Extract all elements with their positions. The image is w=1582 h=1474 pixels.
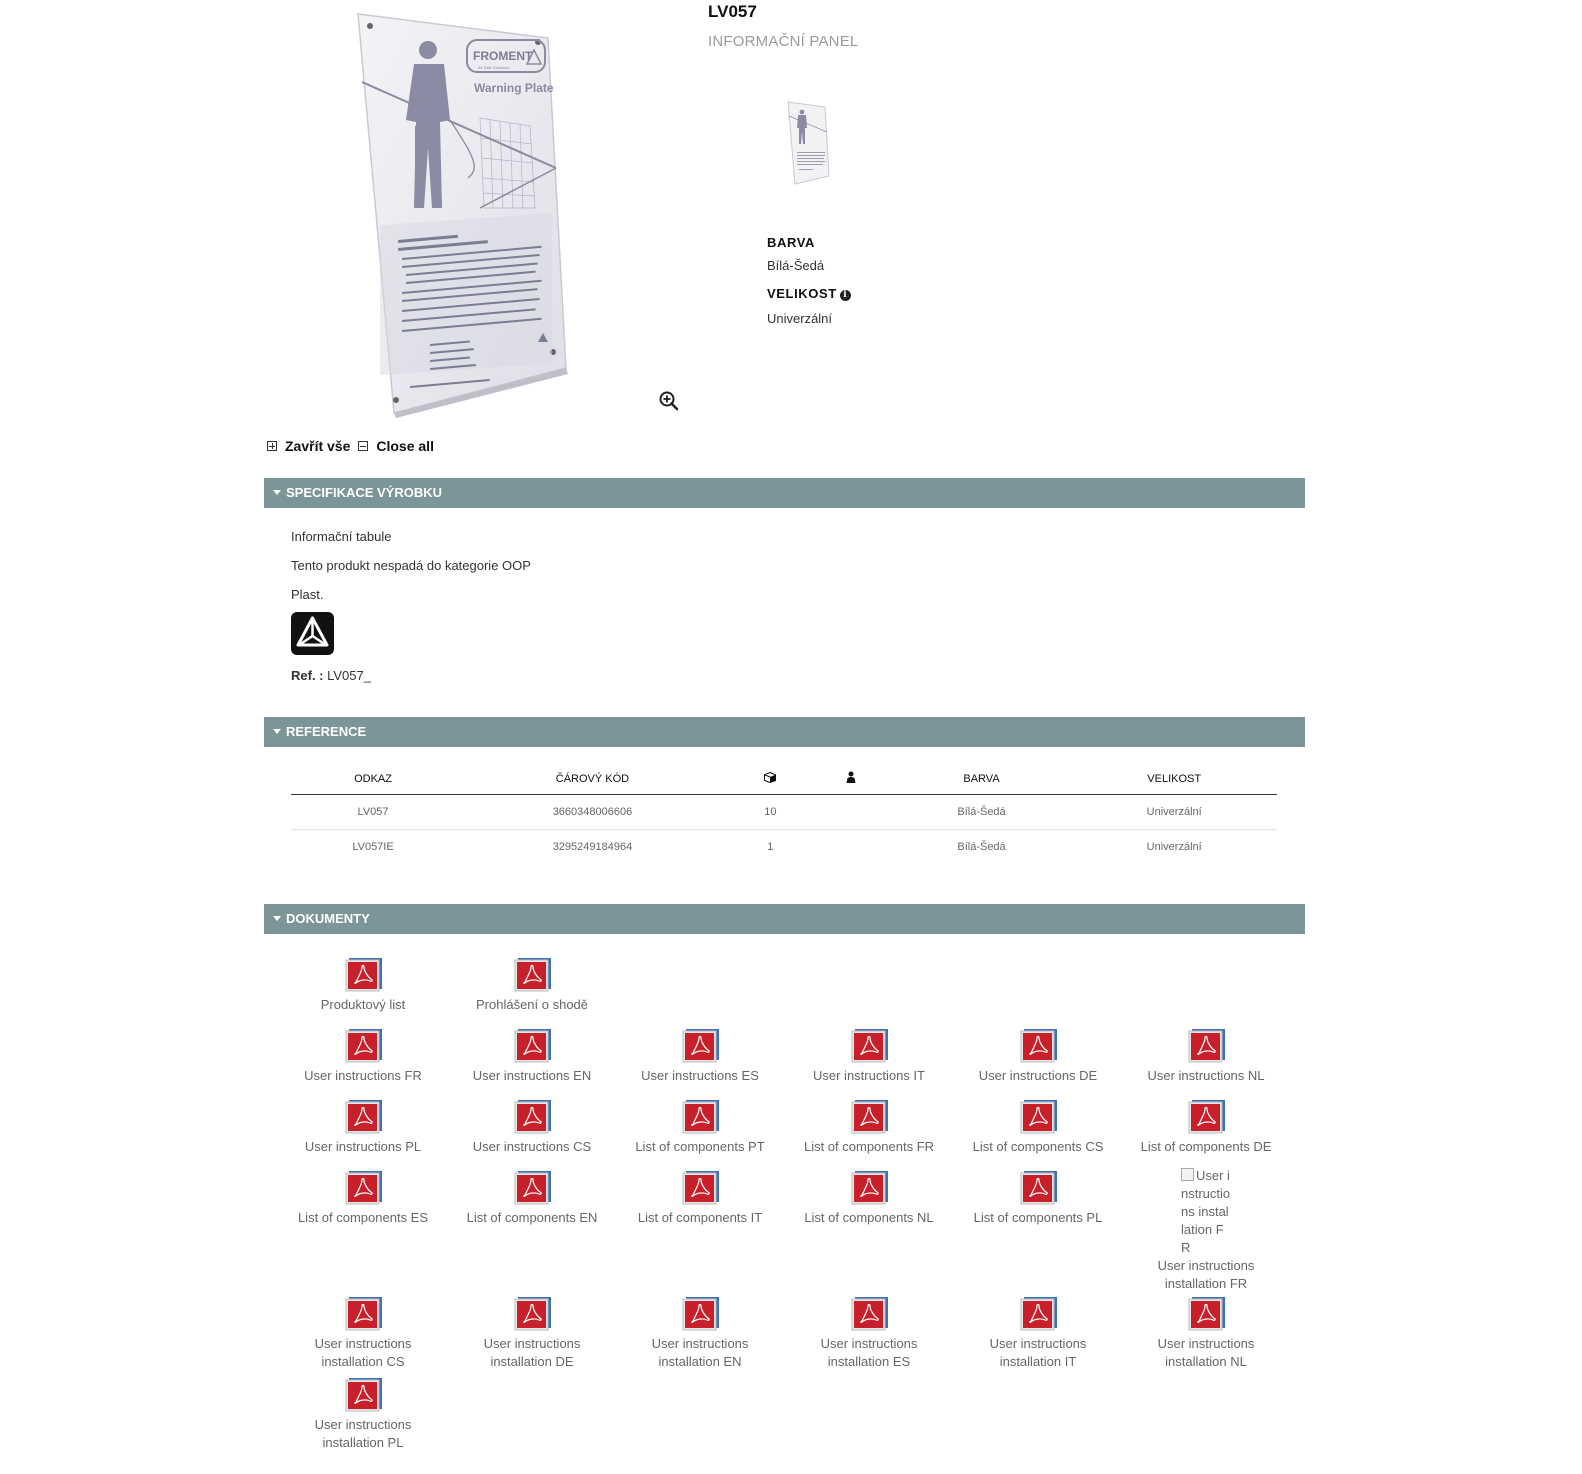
pdf-icon [512,1171,552,1205]
cell-size: Univerzální [1071,795,1277,830]
product-image[interactable] [340,8,590,423]
document-label: List of components NL [804,1210,934,1225]
reference-table [291,763,1277,864]
document-label: List of components CS [972,1139,1104,1154]
pdf-icon [512,1100,552,1134]
pdf-icon [1186,1297,1226,1331]
pdf-icon [1018,1297,1058,1331]
spec-line: Tento produkt nespadá do kategorie OOP [291,558,531,573]
document-link[interactable] [1126,1297,1286,1371]
document-label: List of components PL [973,1210,1103,1225]
table-row[interactable] [291,795,1277,830]
spec-line: Informační tabule [291,529,392,544]
document-label: Prohlášení o shodě [475,997,589,1012]
pdf-icon [343,1100,383,1134]
cell-box-qty: 10 [730,795,811,830]
document-label: User instructions installation FR [1157,1258,1255,1291]
document-link[interactable] [283,958,443,1014]
cell-ref: LV057 [291,795,455,830]
person-icon [846,771,856,783]
caret-down-icon [273,729,281,734]
document-link[interactable] [452,1297,612,1371]
col-header-person[interactable] [811,763,892,795]
spec-line: Plast. [291,587,324,602]
size-label [767,286,851,301]
document-label: User instructions ES [641,1068,759,1083]
expand-icon [267,441,277,451]
document-label: List of components IT [637,1210,763,1225]
document-link[interactable] [620,1029,780,1085]
document-label: List of components FR [803,1139,935,1154]
pdf-icon [1018,1029,1058,1063]
col-header-barcode[interactable]: ČÁROVÝ KÓD [455,763,730,795]
document-link[interactable] [789,1100,949,1156]
caret-down-icon [273,916,281,921]
pdf-icon [680,1100,720,1134]
svg-text:All Safe Solutions: All Safe Solutions [478,65,510,70]
color-value: Bílá-Šedá [767,258,825,273]
size-value: Univerzální [767,311,833,326]
section-header-documents[interactable] [264,904,1305,934]
document-label: Produktový list [320,997,406,1012]
document-link[interactable] [283,1297,443,1371]
cell-ref: LV057IE [352,841,394,853]
document-label: List of components PT [635,1139,765,1154]
col-header-color[interactable]: BARVA [892,763,1072,795]
document-link[interactable] [620,1100,780,1156]
pdf-icon [343,958,383,992]
svg-text:FROMENT: FROMENT [473,49,533,63]
document-label: User instructions installation NL [1157,1336,1255,1369]
pdf-icon [1018,1171,1058,1205]
cell-person [811,830,892,865]
cell-box-qty: 1 [767,841,774,853]
document-label: User instructions DE [978,1068,1098,1083]
pdf-icon [849,1297,889,1331]
col-header-ref[interactable]: ODKAZ [291,763,455,795]
document-link[interactable] [1126,1029,1286,1085]
document-label: List of components ES [297,1210,429,1225]
pdf-icon [680,1297,720,1331]
col-header-box[interactable] [730,763,811,795]
pdf-icon [343,1029,383,1063]
box-icon [764,772,776,783]
document-label: User instructions installation PL [314,1417,412,1450]
cell-color: Bílá-Šedá [957,841,1006,853]
document-label: User instructions FR [304,1068,422,1083]
pdf-icon [680,1029,720,1063]
section-title-spec: SPECIFIKACE VÝROBKU [286,485,443,500]
cell-barcode: 3660348006606 [455,795,730,830]
expand-all-button[interactable] [267,438,350,454]
col-header-size[interactable]: VELIKOST [1071,763,1277,795]
section-header-reference[interactable] [264,717,1305,747]
info-icon[interactable]: i [840,290,851,301]
document-link[interactable] [283,1171,443,1227]
document-link[interactable] [789,1029,949,1085]
document-link[interactable] [789,1171,949,1227]
close-all-button[interactable] [358,438,434,454]
document-label: User instructions installation CS [314,1336,412,1369]
document-label: User instructions IT [813,1068,925,1083]
document-link[interactable] [283,1029,443,1085]
pdf-icon [512,1297,552,1331]
document-link[interactable] [958,1029,1118,1085]
document-label: List of components DE [1140,1139,1272,1154]
product-sku: LV057 [708,2,757,21]
document-link[interactable] [452,958,612,1014]
pdf-icon [512,1029,552,1063]
spec-reference [291,668,371,683]
table-row[interactable] [291,830,1277,865]
ref-value: LV057_ [327,668,371,683]
svg-text:Warning Plate: Warning Plate [474,81,554,95]
delta-plus-logo [291,612,334,655]
document-link[interactable] [1126,1100,1286,1156]
pdf-icon [343,1378,383,1412]
pdf-icon [849,1100,889,1134]
pdf-icon [849,1171,889,1205]
pdf-icon [680,1171,720,1205]
product-thumbnail[interactable] [785,100,835,186]
document-link[interactable] [452,1171,612,1227]
zoom-in-icon[interactable] [658,390,680,412]
document-label: User instructions installation DE [483,1336,581,1369]
pdf-icon [343,1297,383,1331]
document-link[interactable] [452,1100,612,1156]
cell-person [811,795,892,830]
cell-barcode: 3295249184964 [552,841,633,853]
broken-image-alt: User instructions installation FR [1181,1168,1231,1255]
document-link[interactable] [1126,1167,1286,1293]
document-label: User instructions installation EN [651,1336,749,1369]
document-link[interactable] [789,1297,949,1371]
document-link[interactable] [283,1100,443,1156]
document-label: User instructions installation IT [989,1336,1087,1369]
collapse-icon [358,441,368,451]
size-label-text: VELIKOST [767,286,837,301]
document-link[interactable] [958,1100,1118,1156]
document-link[interactable] [620,1171,780,1227]
document-label: List of components EN [466,1210,598,1225]
pdf-icon [1186,1029,1226,1063]
accordion-toggles [267,438,442,454]
document-label: User instructions NL [1147,1068,1265,1083]
section-title-documents: DOKUMENTY [286,911,370,926]
pdf-icon [849,1029,889,1063]
document-link[interactable] [620,1297,780,1371]
broken-image [1181,1167,1231,1257]
document-label: User instructions installation ES [820,1336,918,1369]
expand-all-label: Zavřít vše [285,438,351,454]
pdf-icon [343,1171,383,1205]
product-name: INFORMAČNÍ PANEL [708,33,859,50]
table-header-row [291,763,1277,795]
document-label: User instructions PL [304,1139,422,1154]
section-header-spec[interactable] [264,478,1305,508]
document-label: User instructions CS [472,1139,592,1154]
close-all-label: Close all [376,438,434,454]
ref-label: Ref. : [291,668,324,683]
document-link[interactable] [958,1171,1118,1227]
document-link[interactable] [958,1297,1118,1371]
pdf-icon [512,958,552,992]
caret-down-icon [273,490,281,495]
cell-size: Univerzální [1146,841,1202,853]
pdf-icon [1186,1100,1226,1134]
document-link[interactable] [283,1378,443,1452]
cell-color: Bílá-Šedá [892,795,1072,830]
section-title-reference: REFERENCE [286,724,367,739]
document-link[interactable] [452,1029,612,1085]
pdf-icon [1018,1100,1058,1134]
document-label: User instructions EN [472,1068,592,1083]
broken-image-icon [1181,1168,1194,1181]
color-label: BARVA [767,235,816,250]
